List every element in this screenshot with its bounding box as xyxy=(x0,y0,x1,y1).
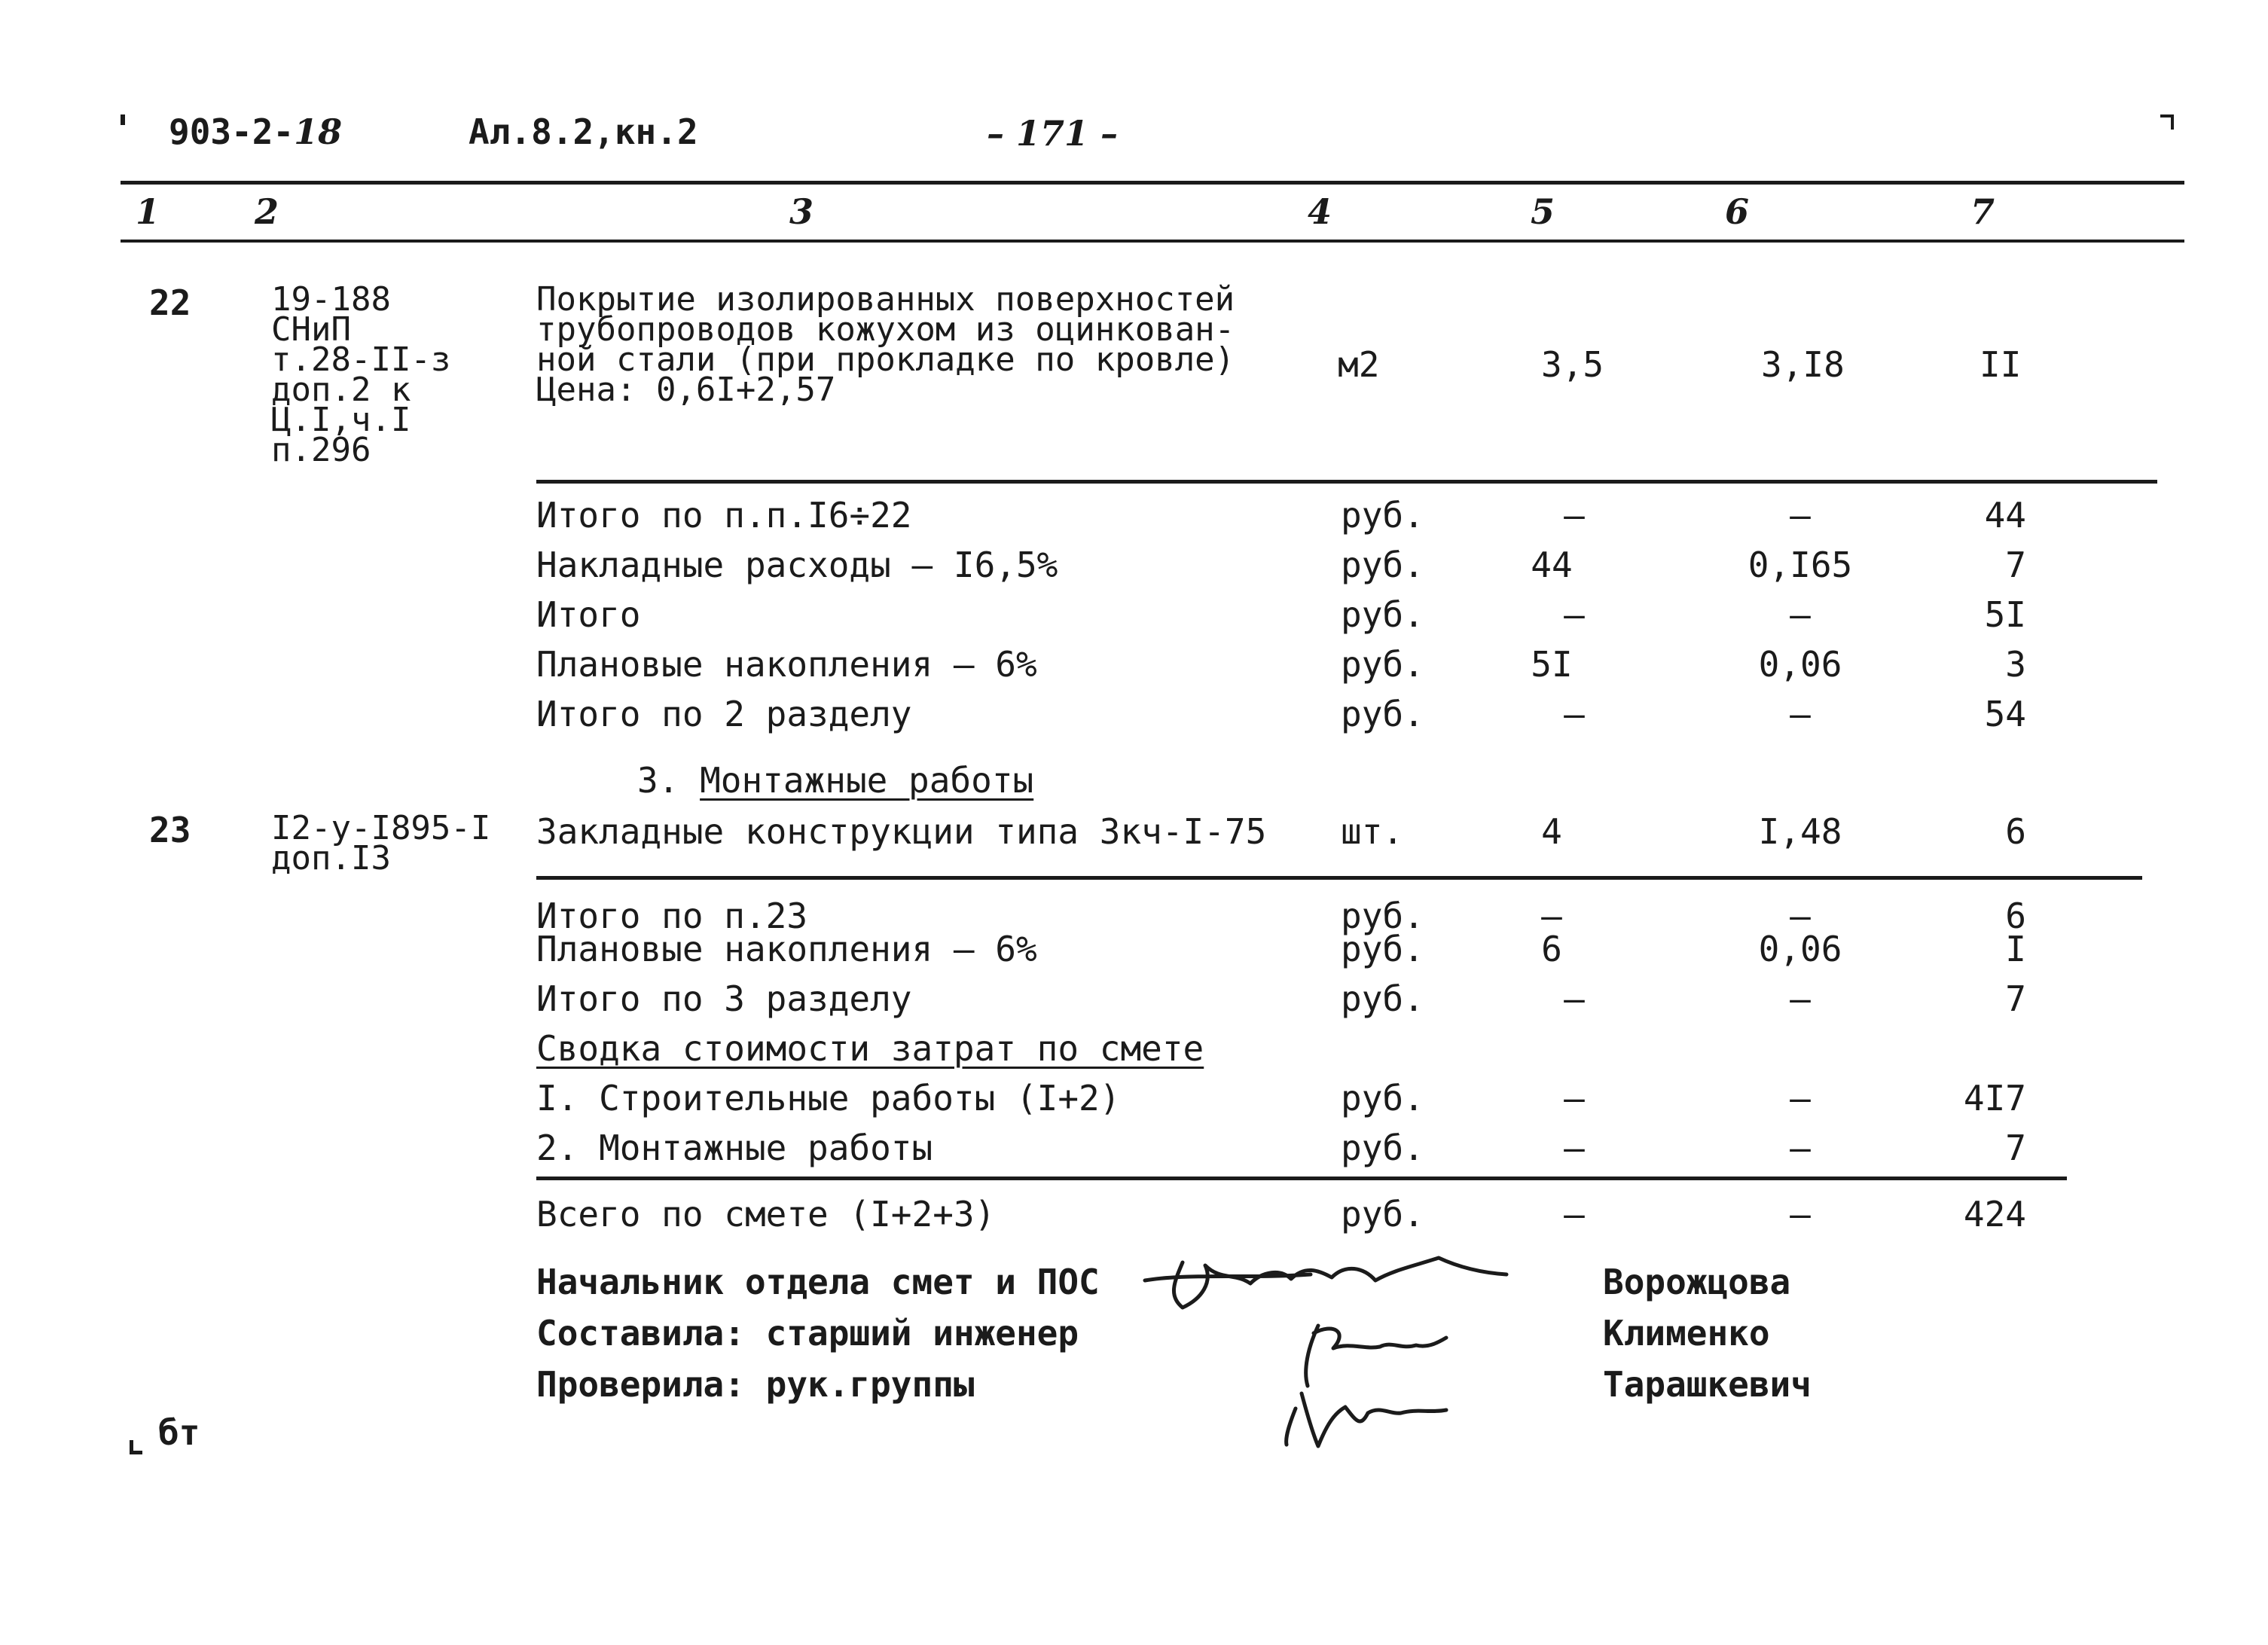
item-unit: шт. xyxy=(1341,811,1404,852)
ref-line: 19-188 xyxy=(271,280,391,319)
signature-stroke-head xyxy=(1145,1258,1506,1308)
row-rate: – xyxy=(1790,978,1811,1019)
row-quantity: – xyxy=(1564,978,1585,1019)
row-total: 4I7 xyxy=(1963,1078,2026,1119)
desc-line: трубопроводов кожухом из оцинкован- xyxy=(536,310,1235,349)
row-quantity: 6 xyxy=(1541,929,1562,969)
item-price: 3,I8 xyxy=(1761,344,1845,385)
col-header-3: 3 xyxy=(789,191,814,232)
row-quantity: – xyxy=(1564,495,1585,536)
row-label: Итого по 2 разделу xyxy=(536,694,912,734)
row-total: 7 xyxy=(2005,1128,2026,1168)
col-header-7: 7 xyxy=(1970,191,1995,232)
row-unit: руб. xyxy=(1341,594,1424,635)
ref-line: I2-у-I895-I xyxy=(271,809,491,847)
row-unit: руб. xyxy=(1341,545,1424,585)
signature-stroke-compiler xyxy=(1306,1326,1446,1386)
row-quantity: – xyxy=(1564,594,1585,635)
row-label: Плановые накопления – 6% xyxy=(536,929,1037,969)
item-quantity: 4 xyxy=(1541,811,1562,852)
ref-line: доп.2 к xyxy=(271,371,411,409)
row-label: Плановые накопления – 6% xyxy=(536,644,1037,685)
col-header-2: 2 xyxy=(255,191,279,232)
corner-mark-bottom-left xyxy=(130,1440,142,1454)
signature-role: Проверила: рук.группы xyxy=(536,1364,975,1405)
row-rate: – xyxy=(1790,495,1811,536)
row-quantity: – xyxy=(1564,1128,1585,1168)
row-label: I. Строительные работы (I+2) xyxy=(536,1078,1121,1119)
row-rate: – xyxy=(1790,694,1811,734)
col-header-5: 5 xyxy=(1531,191,1555,232)
row-unit: руб. xyxy=(1341,694,1424,734)
item-price: I,48 xyxy=(1758,811,1842,852)
subtotal-rule xyxy=(536,480,2157,484)
row-unit: руб. xyxy=(1341,929,1424,969)
ref-line: т.28-II-з xyxy=(271,340,451,379)
row-total: I xyxy=(2005,929,2026,969)
row-unit: руб. xyxy=(1341,1128,1424,1168)
col-header-1: 1 xyxy=(136,191,160,232)
row-label: Всего по смете (I+2+3) xyxy=(536,1194,996,1235)
ref-line: СНиП xyxy=(271,310,351,349)
desc-line: ной стали (при прокладке по кровле) xyxy=(536,340,1235,379)
row-total: 7 xyxy=(2005,545,2026,585)
row-label: Итого по п.23 xyxy=(536,896,808,936)
row-rate: – xyxy=(1790,1128,1811,1168)
row-rate: – xyxy=(1790,896,1811,936)
item-total: 6 xyxy=(2005,811,2026,852)
corner-mark-top-left xyxy=(121,114,130,125)
grand-total-rule xyxy=(536,1177,2067,1180)
item-reference xyxy=(271,809,491,877)
subtotal-rule xyxy=(536,876,2142,880)
row-label: Итого по 3 разделу xyxy=(536,978,912,1019)
row-label: 2. Монтажные работы xyxy=(536,1128,933,1168)
item-description: Закладные конструкции типа Зкч-I-75 xyxy=(536,811,1267,852)
signature-stroke-checker xyxy=(1287,1393,1446,1446)
doc-code-prefix: 903-2- xyxy=(169,111,295,152)
ref-line: доп.I3 xyxy=(271,839,391,877)
row-rate: 0,06 xyxy=(1758,929,1842,969)
handwritten-signatures xyxy=(1130,1235,1552,1454)
signature-name: Тарашкевич xyxy=(1603,1364,1812,1405)
row-rate: 0,I65 xyxy=(1748,545,1853,585)
row-unit: руб. xyxy=(1341,1078,1424,1119)
footer-mark: бт xyxy=(158,1412,200,1453)
doc-code-suffix: 18 xyxy=(294,111,343,152)
corner-mark-top-right xyxy=(2160,114,2174,130)
row-label: Накладные расходы – I6,5% xyxy=(536,545,1058,585)
row-total: 424 xyxy=(1963,1194,2026,1235)
summary-heading: Сводка стоимости затрат по смете xyxy=(536,1028,1204,1069)
row-rate: – xyxy=(1790,1078,1811,1119)
row-rate: – xyxy=(1790,1194,1811,1235)
signature-role: Начальник отдела смет и ПОС xyxy=(536,1262,1100,1302)
item-reference xyxy=(271,280,451,469)
desc-line: Покрытие изолированных поверхностей xyxy=(536,280,1235,319)
signature-name: Ворожцова xyxy=(1603,1262,1791,1302)
ref-line: п.296 xyxy=(271,431,371,469)
row-unit: руб. xyxy=(1341,644,1424,685)
album-ref: Ал.8.2,кн.2 xyxy=(469,111,698,152)
row-total: 5I xyxy=(1984,594,2026,635)
row-quantity: – xyxy=(1564,1078,1585,1119)
page-number: – 171 – xyxy=(987,113,1119,154)
row-quantity: 44 xyxy=(1531,545,1573,585)
row-total: 6 xyxy=(2005,896,2026,936)
row-quantity: – xyxy=(1564,694,1585,734)
section-title: Монтажные работы xyxy=(700,760,1034,801)
row-unit: руб. xyxy=(1341,495,1424,536)
signature-name: Клименко xyxy=(1603,1313,1770,1354)
row-quantity: – xyxy=(1541,896,1562,936)
row-unit: руб. xyxy=(1341,896,1424,936)
header-rule-bottom xyxy=(121,240,2184,243)
row-rate: 0,06 xyxy=(1758,644,1842,685)
row-quantity: 5I xyxy=(1531,644,1573,685)
row-quantity: – xyxy=(1564,1194,1585,1235)
row-unit: руб. xyxy=(1341,1194,1424,1235)
doc-code xyxy=(169,111,342,152)
col-header-4: 4 xyxy=(1308,191,1332,232)
row-label: Итого по п.п.I6÷22 xyxy=(536,495,912,536)
item-number: 22 xyxy=(149,282,191,323)
item-description xyxy=(536,280,1235,409)
item-unit: м2 xyxy=(1338,344,1380,385)
ref-line: Ц.I,ч.I xyxy=(271,401,411,439)
item-total: II xyxy=(1980,344,2022,385)
row-rate: – xyxy=(1790,594,1811,635)
row-label: Итого xyxy=(536,594,641,635)
item-number: 23 xyxy=(149,810,191,850)
row-total: 7 xyxy=(2005,978,2026,1019)
desc-line: Цена: 0,6I+2,57 xyxy=(536,371,836,409)
row-unit: руб. xyxy=(1341,978,1424,1019)
signature-role: Составила: старший инженер xyxy=(536,1313,1079,1354)
item-quantity: 3,5 xyxy=(1541,344,1604,385)
header-rule-top xyxy=(121,181,2184,185)
row-total: 44 xyxy=(1984,495,2026,536)
col-header-6: 6 xyxy=(1725,191,1750,232)
section-heading xyxy=(637,760,1034,801)
section-number: 3. xyxy=(637,760,679,801)
row-total: 3 xyxy=(2005,644,2026,685)
row-total: 54 xyxy=(1984,694,2026,734)
